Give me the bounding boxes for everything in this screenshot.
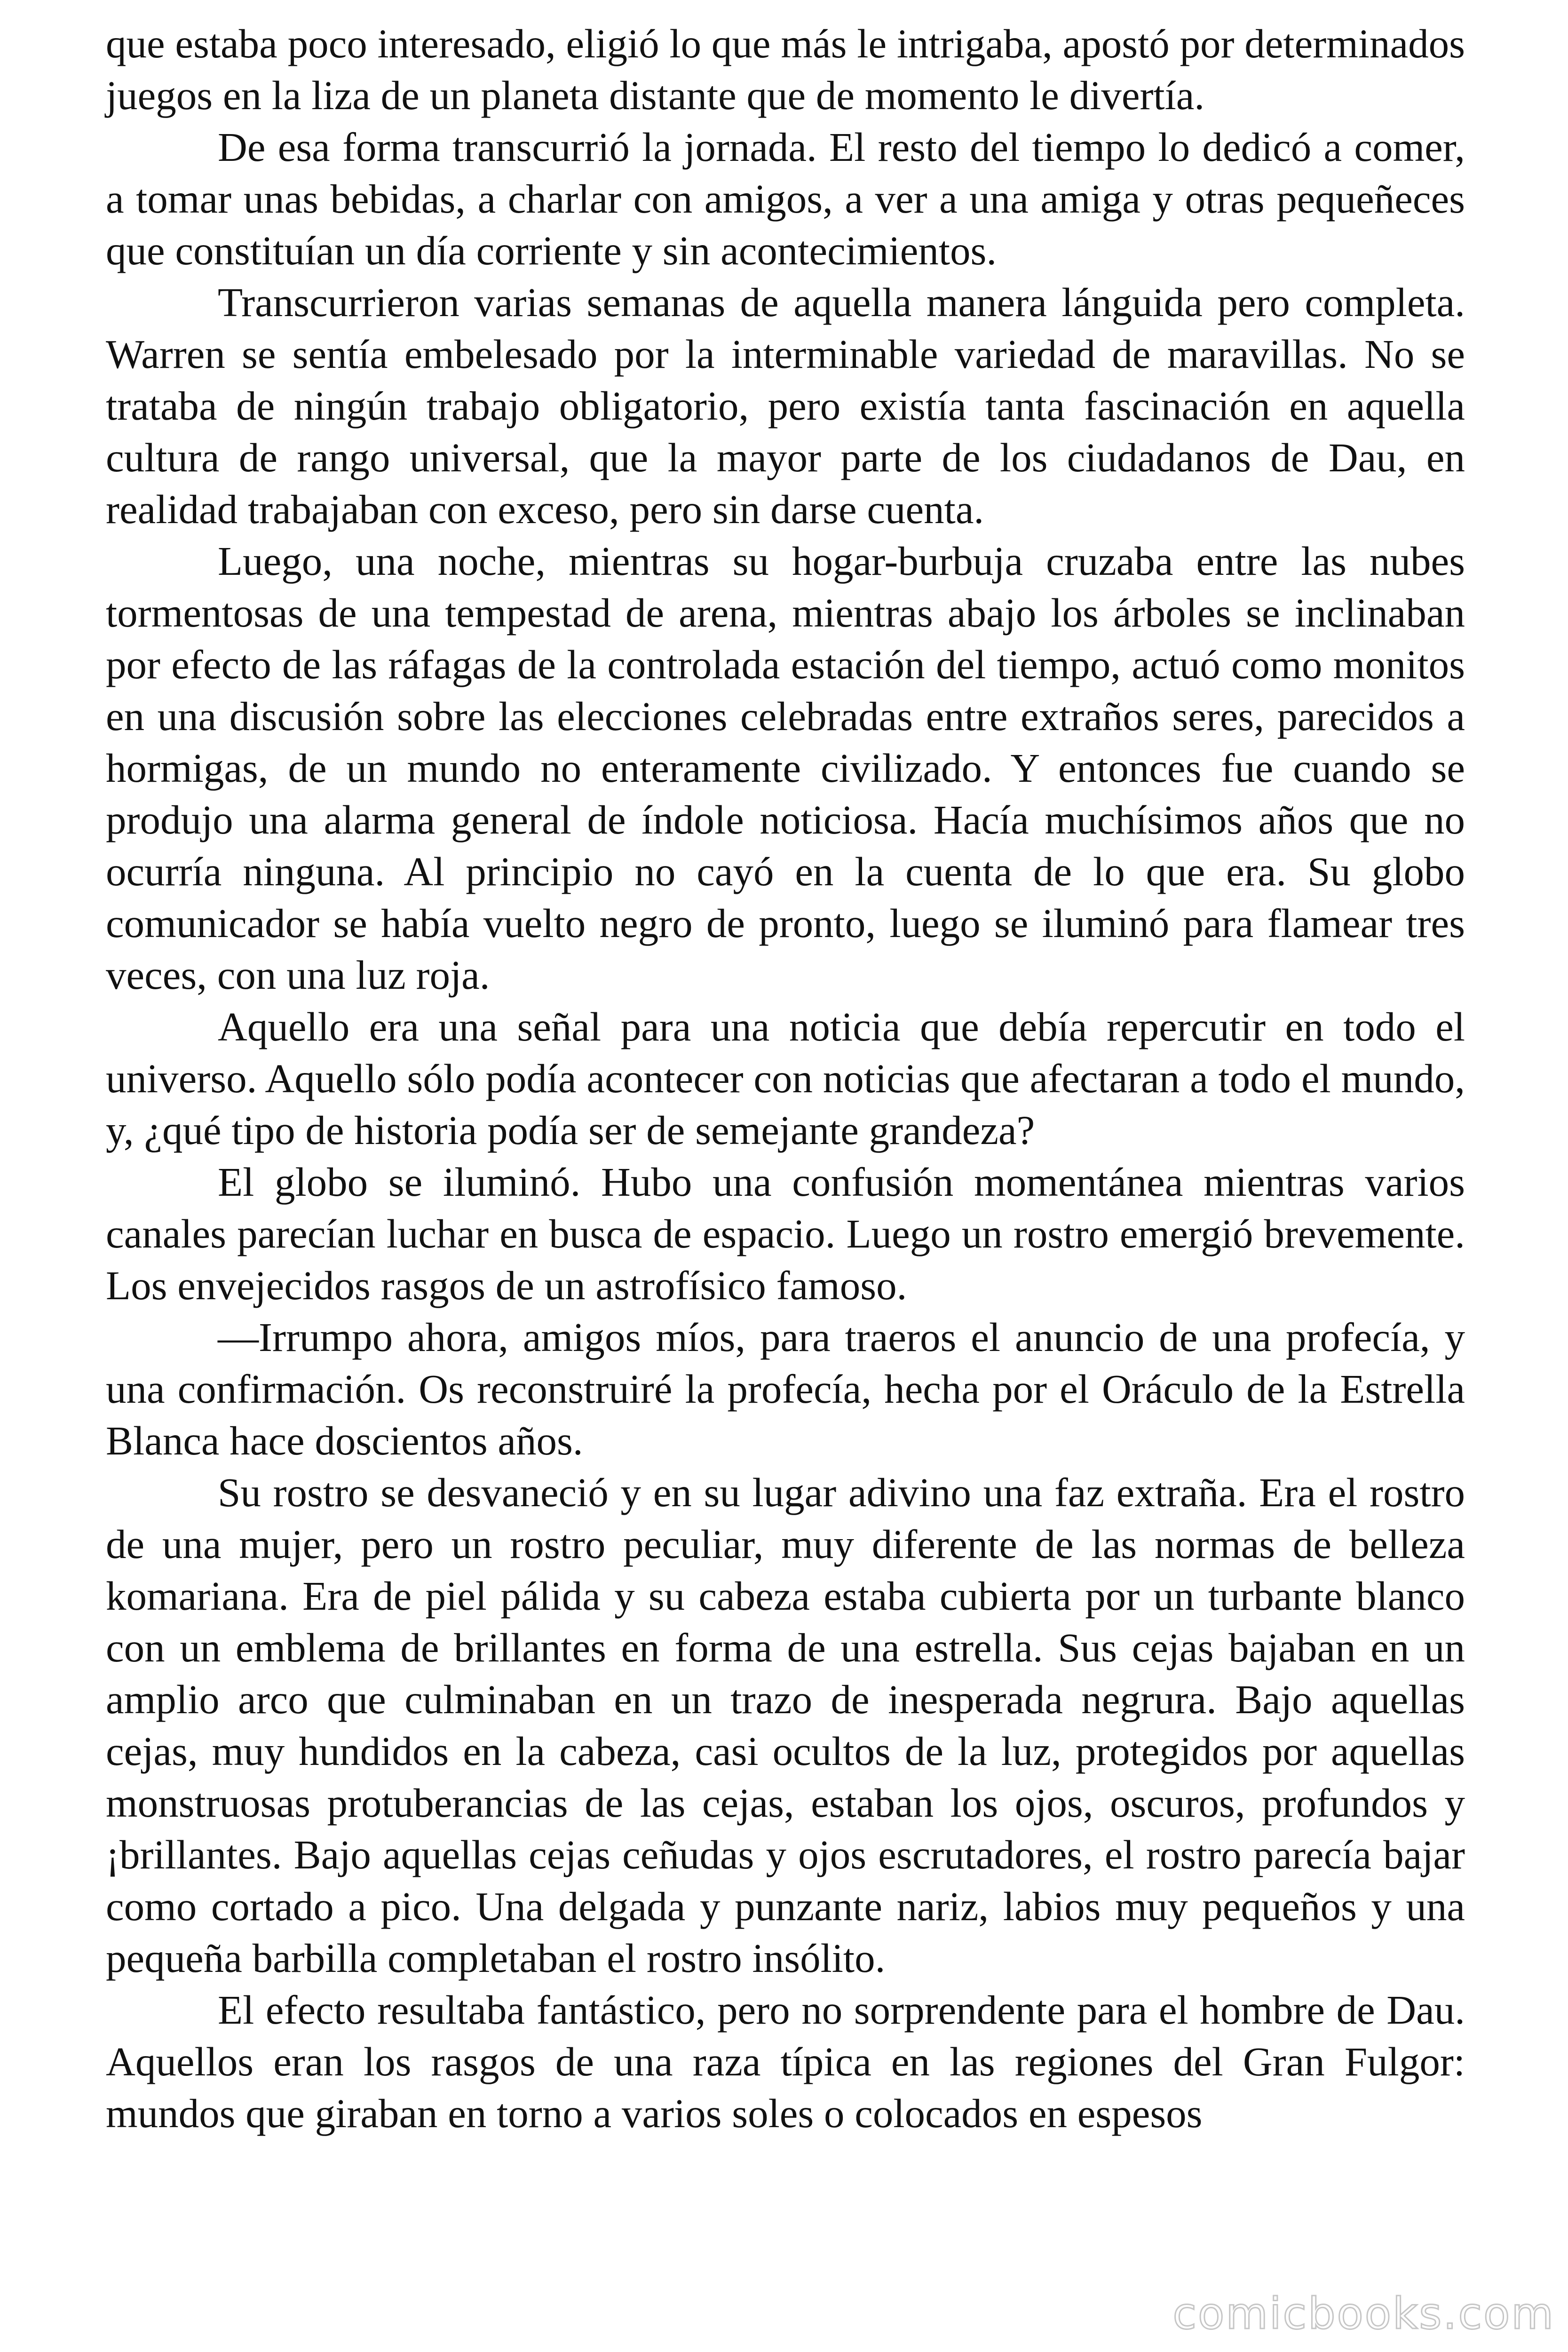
paragraph-5: Aquello era una señal para una noticia que debía repercutir en todo el universo. Aquello sólo podía acontecer con noticias que afectaran a todo el mundo, y, ¿qué tipo de historia podía ser de semejante grandeza? [106,1004,1465,1153]
paragraph-8: Su rostro se desvaneció y en su lugar adivino una faz extraña. Era el rostro de una mujer, pero un rostro peculiar, muy diferente de las normas de belleza komariana. Era de piel pálida y su cabeza estaba cubierta por un turbante blanco con un emblema de brillantes en forma de una estrella. Sus cejas bajaban en un amplio arco que culminaban en un trazo de inesperada negrura. Bajo aquellas cejas, muy hundidos en la cabeza, casi ocultos de la luz, protegidos por aquellas monstruosas protuberancias de las cejas, estaban los ojos, oscuros, profundos y ¡brillantes. Bajo aquellas cejas ceñudas y ojos escrutadores, el rostro parecía bajar como cortado a pico. Una delgada y punzante nariz, labios muy pequeños y una pequeña barbilla completaban el rostro insólito. [106,1470,1465,1981]
paragraph-2: De esa forma transcurrió la jornada. El resto del tiempo lo dedicó a comer, a tomar unas bebidas, a charlar con amigos, a ver a una amiga y otras pequeñeces que constituían un día corriente y sin acontecimientos. [106,124,1465,273]
paragraph-9: El efecto resultaba fantástico, pero no sorprendente para el hombre de Dau. Aquellos eran los rasgos de una raza típica en las regiones del Gran Fulgor: mundos que giraban en torno a varios soles o colocados en espesos [106,1987,1465,2136]
paragraph-1: que estaba poco interesado, eligió lo que más le intrigaba, apostó por determinados juegos en la liza de un planeta distante que de momento le divertía. [106,21,1465,118]
paragraph-3: Transcurrieron varias semanas de aquella manera lánguida pero completa. Warren se sentía embelesado por la interminable variedad de maravillas. No se trataba de ningún trabajo obligatorio, pero existía tanta fascinación en aquella cultura de rango universal, que la mayor parte de los ciudadanos de Dau, en realidad trabajaban con exceso, pero sin darse cuenta. [106,279,1465,532]
paragraph-4: Luego, una noche, mientras su hogar-burbuja cruzaba entre las nubes tormentosas de una tempestad de arena, mientras abajo los árboles se inclinaban por efecto de las ráfagas de la controlada estación del tiempo, actuó como monitos en una discusión sobre las elecciones celebradas entre extraños seres, parecidos a hormigas, de un mundo no enteramente civilizado. Y entonces fue cuando se produjo una alarma general de índole noticiosa. Hacía muchísimos años que no ocurría ninguna. Al principio no cayó en la cuenta de lo que era. Su globo comunicador se había vuelto negro de pronto, luego se iluminó para flamear tres veces, con una luz roja. [106,538,1465,998]
paragraph-6: El globo se iluminó. Hubo una confusión momentánea mientras varios canales parecían luchar en busca de espacio. Luego un rostro emergió brevemente. Los envejecidos rasgos de un astrofísico famoso. [106,1159,1465,1308]
watermark-logo: comicbooks.com [1172,2288,1555,2339]
book-page [106,18,1465,2139]
paragraph-7: —Irrumpo ahora, amigos míos, para traeros el anuncio de una profecía, y una confirmación. Os reconstruiré la profecía, hecha por el Oráculo de la Estrella Blanca hace doscientos años. [106,1314,1465,1463]
